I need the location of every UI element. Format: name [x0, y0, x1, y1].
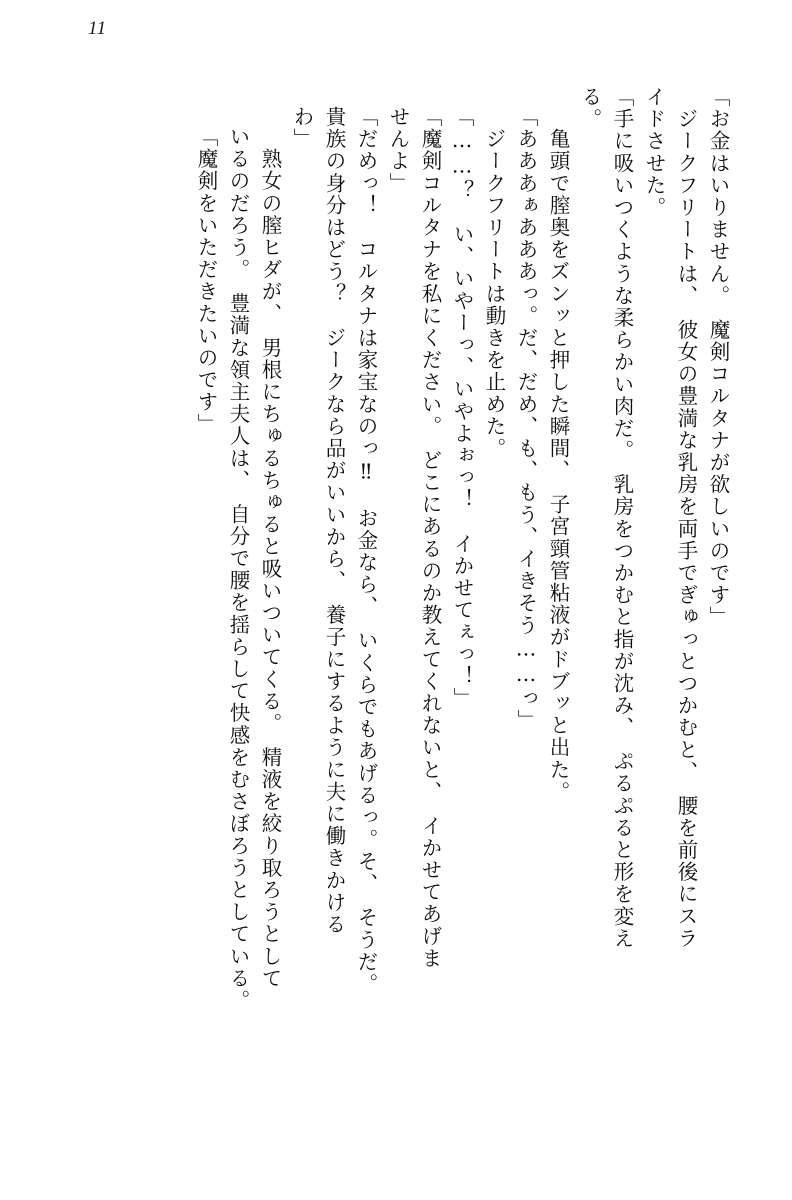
text-column: 「だめっ！ コルタナは家宝なのっ‼ お金なら、 いくらでもあげるっ。そ、 そうだ。 [354, 106, 378, 996]
text-column: イドさせた。 [642, 86, 666, 219]
text-column: る。 [578, 86, 602, 131]
text-column: 熟女の膣ヒダが、 男根にちゅるちゅると吸いついてくる。 精液を絞り取ろうとして [258, 126, 282, 990]
text-column: 「手に吸いつくような柔らかい肉だ。 乳房をつかむと指が沈み、 ぷるぷると形を変え [610, 86, 634, 950]
text-column: 「魔剣をいただきたいのです」 [194, 126, 218, 436]
vertical-text-body [60, 86, 728, 1144]
text-column: いるのだろう。 豊満な領主夫人は、 自分で腰を揺らして快感をむさぼろうとしている。 [226, 126, 250, 1012]
text-column: せんよ」 [386, 106, 410, 195]
text-column: 亀頭で膣奥をズンッと押した瞬間、 子宮頸管粘液がドブッと出た。 [546, 106, 570, 803]
text-column: 「お金はいりません。 魔剣コルタナが欲しいのです」 [706, 86, 730, 629]
text-column: 「あああぁあああっ。だ、だめ、も、もう、イきそう……っ」 [514, 106, 538, 732]
text-column: 「……？ い、いやーっ、いやよぉっ！ イかせてぇっ！」 [450, 106, 474, 710]
text-column: ジークフリートは動きを止めた。 [482, 106, 506, 460]
text-column: わ」 [290, 106, 314, 151]
text-column: ジークフリートは、 彼女の豊満な乳房を両手でぎゅっとつかむと、 腰を前後にスラ [674, 86, 698, 950]
text-column: 貴族の身分はどう？ ジークなら品がいいから、 養子にするように夫に働きかける [322, 106, 346, 936]
text-column: 「魔剣コルタナを私にください。 どこにあるのか教えてくれないと、 イかせてあげま [418, 106, 442, 970]
page-number: 11 [88, 18, 107, 39]
